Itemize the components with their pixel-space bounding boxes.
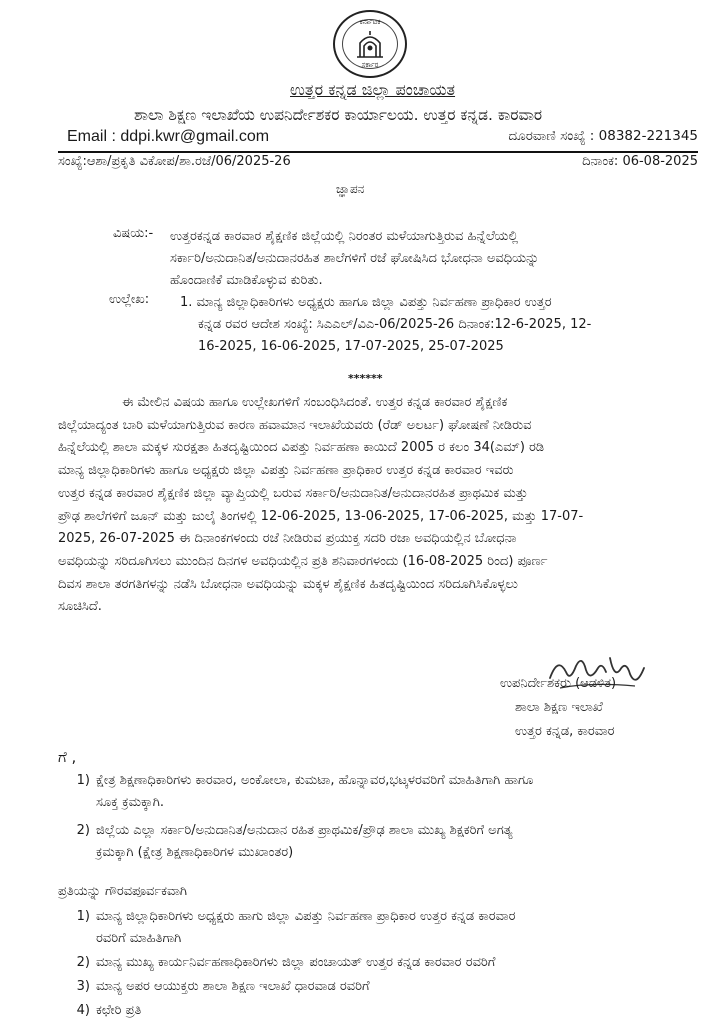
item-line: ರವರಿಗೆ ಮಾಹಿತಿಗಾಗಿ [96,931,182,946]
copy-list [58,906,698,1024]
body-line: ಮಾನ್ಯ ಜಿಲ್ಲಾಧಿಕಾರಿಗಳು ಹಾಗೂ ಅಧ್ಯಕ್ಷರು ಜಿಲ್ಲಾ ವಿಪತ್ತು ನಿರ್ವಹಣಾ ಪ್ರಾಧಿಕಾರ ಉತ್ತರ ಕನ್ನಡ ಕಾರವಾರ ಇವರು [58,463,514,479]
references-label: ಉಲ್ಲೇಖ: [109,292,150,307]
subject-text [170,226,670,292]
body-line: ಸೂಚಿಸಿದೆ. [58,599,102,615]
body-line: ಪ್ರೌಢ ಶಾಲೆಗಳಿಗೆ ಜೂನ್ ಮತ್ತು ಜುಲೈ ತಿಂಗಳಲ್ಲಿ 12-06-2025, 13-06-2025, 17-06-2025, ಮತ್ತು 17-07- [58,508,584,524]
subject-label: ವಿಷಯ:- [113,226,154,241]
recipients-label: ಗೆ , [58,748,77,766]
item-line: ಮಾನ್ಯ ಮುಖ್ಯ ಕಾರ್ಯನಿರ್ವಹಣಾಧಿಕಾರಿಗಳು ಜಿಲ್ಲಾ ಪಂಚಾಯತ್ ಉತ್ತರ ಕನ್ನಡ ಕಾರವಾರ ರವರಿಗೆ [96,955,496,970]
list-item [58,906,698,950]
signatory-location: ಉತ್ತರ ಕನ್ನಡ, ಕಾರವಾರ [515,724,615,739]
reference-line: 16-2025, 16-06-2025, 17-07-2025, 25-07-2025 [198,339,504,354]
emblem-drawing [353,29,387,59]
item-number: 3) [76,979,90,994]
memo-title: ಜ್ಞಾಪನ [336,182,365,196]
government-seal [333,10,407,78]
item-number: 2) [76,955,90,970]
reference-line: 1. ಮಾನ್ಯ ಜಿಲ್ಲಾಧಿಕಾರಿಗಳು ಅಧ್ಯಕ್ಷರು ಹಾಗೂ ಜಿಲ್ಲಾ ವಿಪತ್ತು ನಿರ್ವಹಣಾ ಪ್ರಾಧಿಕಾರ ಉತ್ತರ [180,295,552,310]
reference-line: ಕನ್ನಡ ರವರ ಆದೇಶ ಸಂಖ್ಯೆ: ಸಿಎಎಲ್/ವಿಎ-06/2025-26 ದಿನಾಂಕ:12-6-2025, 12- [198,317,592,332]
seal-top-text: ಕರ್ನಾಟಕ [359,18,381,26]
item-line: ಮಾನ್ಯ ಅಪರ ಆಯುಕ್ತರು ಶಾಲಾ ಶಿಕ್ಷಣ ಇಲಾಖೆ ಧಾರವಾಡ ರವರಿಗೆ [96,979,370,994]
item-line: ಜಿಲ್ಲೆಯ ಎಲ್ಲಾ ಸರ್ಕಾರಿ/ಅನುದಾನಿತ/ಅನುದಾನ ರಹಿತ ಪ್ರಾಥಮಿಕ/ಪ್ರೌಢ ಶಾಲಾ ಮುಖ್ಯ ಶಿಕ್ಷಕರಿಗೆ ಅಗತ್ಯ [96,823,513,838]
body-line: ಈ ಮೇಲಿನ ವಿಷಯ ಹಾಗೂ ಉಲ್ಲೇಖಗಳಿಗೆ ಸಂಬಂಧಿಸಿದಂತೆ. ಉತ್ತರ ಕನ್ನಡ ಕಾರವಾರ ಶೈಕ್ಷಣಿಕ [122,395,508,410]
section-separator: ****** [348,372,383,385]
list-item [58,1000,698,1022]
list-item [58,770,698,814]
item-line: ಸೂಕ್ತ ಕ್ರಮಕ್ಕಾಗಿ. [96,795,164,810]
body-line: 2025, 26-07-2025 ಈ ದಿನಾಂಕಗಳಂದು ರಜೆ ನೀಡಿರುವ ಪ್ರಯುಕ್ತ ಸದರಿ ರಜಾ ಅವಧಿಯಲ್ಲಿನ ಬೋಧನಾ [58,531,517,547]
office-subtitle: ಶಾಲಾ ಶಿಕ್ಷಣ ಇಲಾಖೆಯ ಉಪನಿರ್ದೇಶಕರ ಕಾರ್ಯಾಲಯ. ಉತ್ತರ ಕನ್ನಡ. ಕಾರವಾರ [134,106,543,124]
email-address: Email : ddpi.kwr@gmail.com [67,128,270,145]
body-line: ಜಿಲ್ಲೆಯಾದ್ಯಂತ ಬಾರಿ ಮಳೆಯಾಗುತ್ತಿರುವ ಕಾರಣ ಹವಾಮಾನ ಇಲಾಖೆಯವರು (ರೆಡ್ ಅಲರ್ಟ) ಘೋಷಣೆ ನೀಡಿರುವ [58,417,532,433]
recipients-list [58,770,698,870]
list-item [58,952,698,974]
item-number: 2) [76,823,90,838]
item-line: ಕ್ಷೇತ್ರ ಶಿಕ್ಷಣಾಧಿಕಾರಿಗಳು ಕಾರವಾರ, ಅಂಕೋಲಾ, ಕುಮಟಾ, ಹೊನ್ನಾವರ,ಭಟ್ಕಳರವರಿಗೆ ಮಾಹಿತಿಗಾಗಿ ಹಾಗೂ [96,773,534,788]
body-line: ಅವಧಿಯನ್ನು ಸರಿದೂಗಿಸಲು ಮುಂದಿನ ದಿನಗಳ ಅವಧಿಯಲ್ಲಿನ ಪ್ರತಿ ಶನಿವಾರಗಳಂದು (16-08-2025 ರಿಂದ) ಪೂರ್ಣ [58,553,548,569]
reference-number: ಸಂಖ್ಯೆ:ಆಶಾ/ಪ್ರಕೃತಿ ವಿಕೋಪ/ಶಾ.ರಜೆ/06/2025-26 [58,154,291,169]
subject-line: ಸರ್ಕಾರಿ/ಅನುದಾನಿತ/ಅನುದಾನರಹಿತ ಶಾಲೆಗಳಿಗೆ ರಜೆ ಘೋಷಿಸಿದ ಭೋಧನಾ ಅವಧಿಯನ್ನು [170,251,540,266]
copy-heading: ಪ್ರತಿಯನ್ನು ಗೌರವಪೂರ್ವಕವಾಗಿ [58,884,188,899]
phone-number: ದೂರವಾಣಿ ಸಂಖ್ಯೆ : 08382-221345 [508,128,698,144]
references-text [180,292,675,358]
memo-body [58,392,678,619]
seal-bottom-text: ಸರ್ಕಾರ [361,61,379,69]
item-line: ಮಾನ್ಯ ಜಿಲ್ಲಾಧಿಕಾರಿಗಳು ಅಧ್ಯಕ್ಷರು ಹಾಗು ಜಿಲ್ಲಾ ವಿಪತ್ತು ನಿರ್ವಹಣಾ ಪ್ರಾಧಿಕಾರ ಉತ್ತರ ಕನ್ನಡ ಕಾರವಾರ [96,909,516,924]
item-line: ಕ್ರಮಕ್ಕಾಗಿ (ಕ್ಷೇತ್ರ ಶಿಕ್ಷಣಾಧಿಕಾರಿಗಳ ಮುಖಾಂತರ) [96,845,294,860]
item-number: 1) [76,773,90,788]
signatory-title: ಉಪನಿರ್ದೇಶಕರು (ಆಡಳಿತ) [500,676,617,691]
office-name: ಉತ್ತರ ಕನ್ನಡ ಜಿಲ್ಲಾ ಪಂಚಾಯತ [290,80,456,99]
subject-line: ಉತ್ತರಕನ್ನಡ ಕಾರವಾರ ಶೈಕ್ಷಣಿಕ ಜಿಲ್ಲೆಯಲ್ಲಿ ನಿರಂತರ ಮಳೆಯಾಗುತ್ತಿರುವ ಹಿನ್ನೆಲೆಯಲ್ಲಿ [170,229,519,244]
item-number: 1) [76,909,90,924]
signatory-department: ಶಾಲಾ ಶಿಕ್ಷಣ ಇಲಾಖೆ [515,700,603,715]
item-line: ಕಛೇರಿ ಪ್ರತಿ [96,1003,142,1018]
body-line: ಹಿನ್ನೆಲೆಯಲ್ಲಿ ಶಾಲಾ ಮಕ್ಕಳ ಸುರಕ್ಷತಾ ಹಿತದೃಷ್ಟಿಯಿಂದ ವಿಪತ್ತು ನಿರ್ವಹಣಾ ಕಾಯಿದೆ 2005 ರ ಕಲಂ 34(ಎಮ್) ರಡಿ [58,440,545,456]
list-item [58,820,698,864]
body-line: ದಿವಸ ಶಾಲಾ ತರಗತಿಗಳನ್ನು ನಡೆಸಿ ಬೋಧನಾ ಅವಧಿಯನ್ನು ಮಕ್ಕಳ ಶೈಕ್ಷಣಿಕ ಹಿತದೃಷ್ಟಿಯಿಂದ ಸರಿದೂಗಿಸಿಕೊಳ್ಳಲು [58,576,518,592]
list-item [58,976,698,998]
memo-date: ದಿನಾಂಕ: 06-08-2025 [582,154,698,169]
header-divider [58,151,698,153]
item-number: 4) [76,1003,90,1018]
body-line: ಉತ್ತರ ಕನ್ನಡ ಕಾರವಾರ ಶೈಕ್ಷಣಿಕ ಜಿಲ್ಲಾ ವ್ಯಾಪ್ತಿಯಲ್ಲಿ ಬರುವ ಸರ್ಕಾರಿ/ಅನುದಾನಿತ/ಅನುದಾನರಹಿತ ಪ್ರಾಥಮಿಕ ಮತ್ತು [58,485,528,501]
subject-line: ಹೊಂದಾಣಿಕೆ ಮಾಡಿಕೊಳ್ಳುವ ಕುರಿತು. [170,273,323,288]
